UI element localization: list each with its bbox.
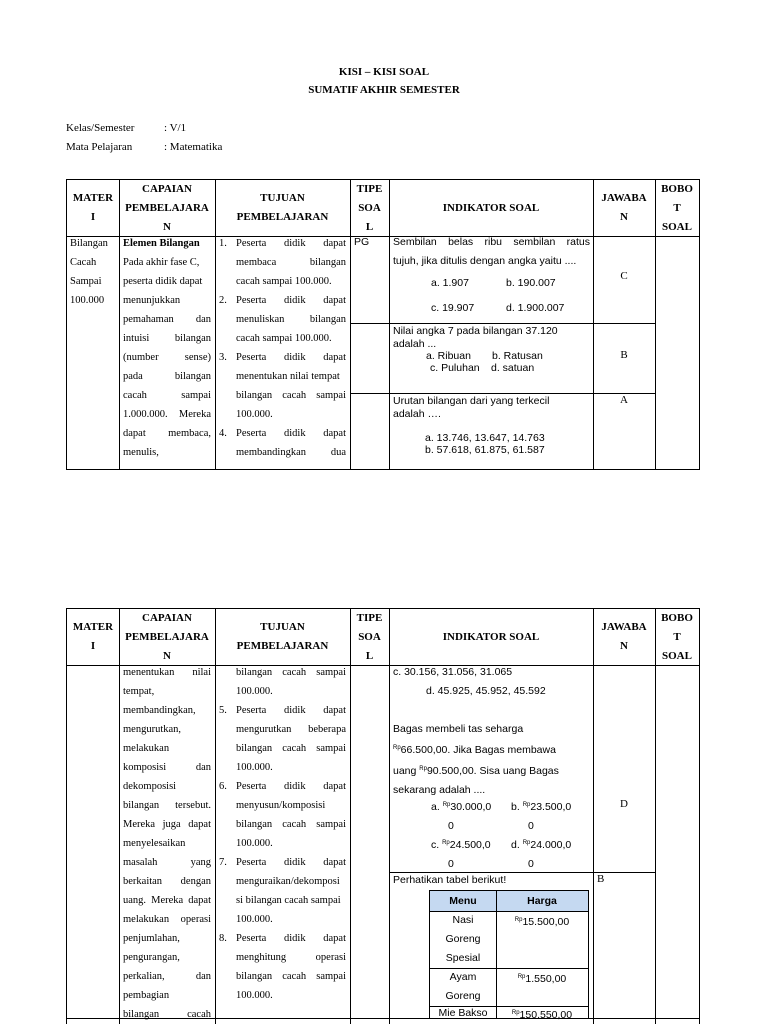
q4-option-b: b. $^{Rp}$23.500,0 0 bbox=[511, 801, 572, 832]
q4-option-d: d. $^{Rp}$24.000,0 0 bbox=[511, 839, 572, 870]
tujuan-item-7: 7. Peserta didik dapat menguraikan/dekomposi si bilangan cacah sampai 100.000. bbox=[219, 857, 346, 925]
header-materi: MATER I bbox=[72, 621, 114, 652]
kisi-table-page2 bbox=[66, 608, 700, 1024]
header-tujuan: TUJUAN PEMBELAJARAN bbox=[236, 192, 329, 223]
q2-option-c: c. Puluhan bbox=[430, 362, 480, 374]
question-2: Nilai angka 7 pada bilangan 37.120 adalah ... bbox=[393, 325, 558, 350]
question-4: Bagas membeli tas seharga $^{Rp}$66.500,00. Jika Bagas membawa uang $^{Rp}$90.500,00. Sisa uang Bagas sekarang adalah .... bbox=[393, 723, 559, 796]
q1-option-a: a. 1.907 bbox=[431, 277, 469, 289]
header-bobot: BOBO T SOAL bbox=[661, 611, 693, 662]
q1-answer: C bbox=[620, 270, 628, 282]
tujuan-item-3: 3. Peserta didik dapat menentukan nilai tempat bilangan cacah sampai 100.000. bbox=[219, 352, 346, 420]
header-harga: Harga bbox=[527, 895, 557, 907]
tipe-cell: PG bbox=[354, 236, 370, 248]
harga-row-3: $^{Rp}$150.550,00 bbox=[511, 1009, 573, 1021]
kelas-value: : V/1 bbox=[164, 122, 187, 134]
kisi-table-page1 bbox=[66, 179, 700, 470]
price-table bbox=[429, 890, 589, 1019]
doc-subtitle: SUMATIF AKHIR SEMESTER bbox=[308, 84, 460, 96]
q2-option-d: d. satuan bbox=[491, 362, 535, 374]
q2-answer: B bbox=[620, 349, 628, 361]
capaian-cell: Elemen Bilangan Pada akhir fase C, peserta didik dapat menunjukkan pemahaman dan intuisi bilangan (number sense) pada bilangan cacah sampai 1.000.000. Mereka dapat membaca, menulis, bbox=[123, 238, 211, 458]
q1-option-c: c. 19.907 bbox=[431, 302, 475, 314]
header-tipe: TIPE SOA L bbox=[356, 182, 383, 233]
harga-row-2: $^{Rp}$1.550,00 bbox=[517, 973, 567, 985]
question-5: Perhatikan tabel berikut! bbox=[393, 874, 507, 886]
menu-row-2: Ayam Goreng bbox=[445, 971, 481, 1002]
header-indikator: INDIKATOR SOAL bbox=[442, 201, 540, 214]
header-bobot: BOBO T SOAL bbox=[661, 182, 693, 233]
materi-cell: Bilangan Cacah Sampai 100.000 bbox=[70, 238, 108, 306]
q4-option-a: a. $^{Rp}$30.000,0 0 bbox=[431, 801, 492, 832]
header-menu: Menu bbox=[449, 895, 477, 907]
question-1: Sembilan belas ribu sembilan ratus tujuh, jika ditulis dengan angka yaitu .... bbox=[393, 236, 590, 267]
q3-option-b: b. 57.618, 61.875, 61.587 bbox=[425, 444, 545, 456]
q5-answer: B bbox=[597, 873, 605, 885]
q3-option-d: d. 45.925, 45.952, 45.592 bbox=[426, 685, 546, 697]
header-tujuan: TUJUAN PEMBELAJARAN bbox=[236, 621, 329, 652]
q3-option-c: c. 30.156, 31.056, 31.065 bbox=[393, 666, 513, 678]
question-3: Urutan bilangan dari yang terkecil adalah …. bbox=[393, 395, 550, 420]
harga-row-1: $^{Rp}$15.500,00 bbox=[514, 916, 570, 928]
header-capaian: CAPAIAN PEMBELAJARA N bbox=[125, 182, 209, 233]
q1-option-d: d. 1.900.007 bbox=[506, 302, 565, 314]
header-jawaban: JAWABA N bbox=[601, 192, 647, 223]
tujuan-item-4: 4. Peserta didik dapat membandingkan dua bbox=[219, 428, 346, 458]
menu-row-3: Mie Bakso bbox=[438, 1007, 488, 1019]
tujuan-cell bbox=[219, 234, 346, 462]
capaian-cell-cont: menentukan nilai tempat, membandingkan, mengurutkan, melakukan komposisi dan dekomposisi bilangan tersebut. Mereka juga dapat menyelesaikan masalah yang berkaitan dengan uang. Mereka dapat melakukan operasi penjumlahan, pengurangan, perkalian, dan pembagian bilangan cacah bbox=[123, 667, 211, 1020]
q3-option-a: a. 13.746, 13.647, 14.763 bbox=[425, 432, 545, 444]
tujuan-item-2: 2. Peserta didik dapat menuliskan bilangan cacah sampai 100.000. bbox=[219, 295, 346, 344]
q3-answer: A bbox=[620, 394, 628, 406]
tujuan-item-6: 6. Peserta didik dapat menyusun/komposisi bilangan cacah sampai 100.000. bbox=[219, 781, 346, 849]
kelas-label: Kelas/Semester bbox=[66, 122, 135, 134]
q4-option-c: c. $^{Rp}$24.500,0 0 bbox=[431, 839, 491, 870]
menu-row-1: Nasi Goreng Spesial bbox=[445, 914, 481, 964]
mapel-value: : Matematika bbox=[164, 141, 223, 153]
header-jawaban: JAWABA N bbox=[601, 621, 647, 652]
tujuan-cell-cont: bilangan cacah sampai 100.000. 5. Peserta didik dapat mengurutkan beberapa bilangan cacah sampai 100.000. 6. Peserta didik dapat menyusun/komposisi bilangan cacah sampai 100.000. 7. Peserta didik dapat menguraikan/dekomposi si bilangan cacah sampai 100.000. 8. Peserta didik dapat menghitung operasi bilangan cacah sampai 100.000. bbox=[219, 663, 346, 1005]
q2-option-b: b. Ratusan bbox=[492, 350, 543, 362]
tujuan-item-5: 5. Peserta didik dapat mengurutkan beberapa bilangan cacah sampai 100.000. bbox=[219, 705, 346, 773]
header-materi: MATER I bbox=[72, 192, 114, 223]
mapel-label: Mata Pelajaran bbox=[66, 141, 133, 153]
header-indikator: INDIKATOR SOAL bbox=[442, 630, 540, 643]
q4-answer: D bbox=[620, 798, 628, 810]
q1-option-b: b. 190.007 bbox=[506, 277, 556, 289]
q2-option-a: a. Ribuan bbox=[426, 350, 471, 362]
doc-title: KISI – KISI SOAL bbox=[338, 66, 430, 78]
header-capaian: CAPAIAN PEMBELAJARA N bbox=[125, 611, 209, 662]
tujuan-item-1: 1. Peserta didik dapat membaca bilangan cacah sampai 100.000. bbox=[219, 238, 346, 287]
header-tipe: TIPE SOA L bbox=[356, 611, 383, 662]
tujuan-item-8: 8. Peserta didik dapat menghitung operasi bilangan cacah sampai 100.000. bbox=[219, 933, 346, 1001]
